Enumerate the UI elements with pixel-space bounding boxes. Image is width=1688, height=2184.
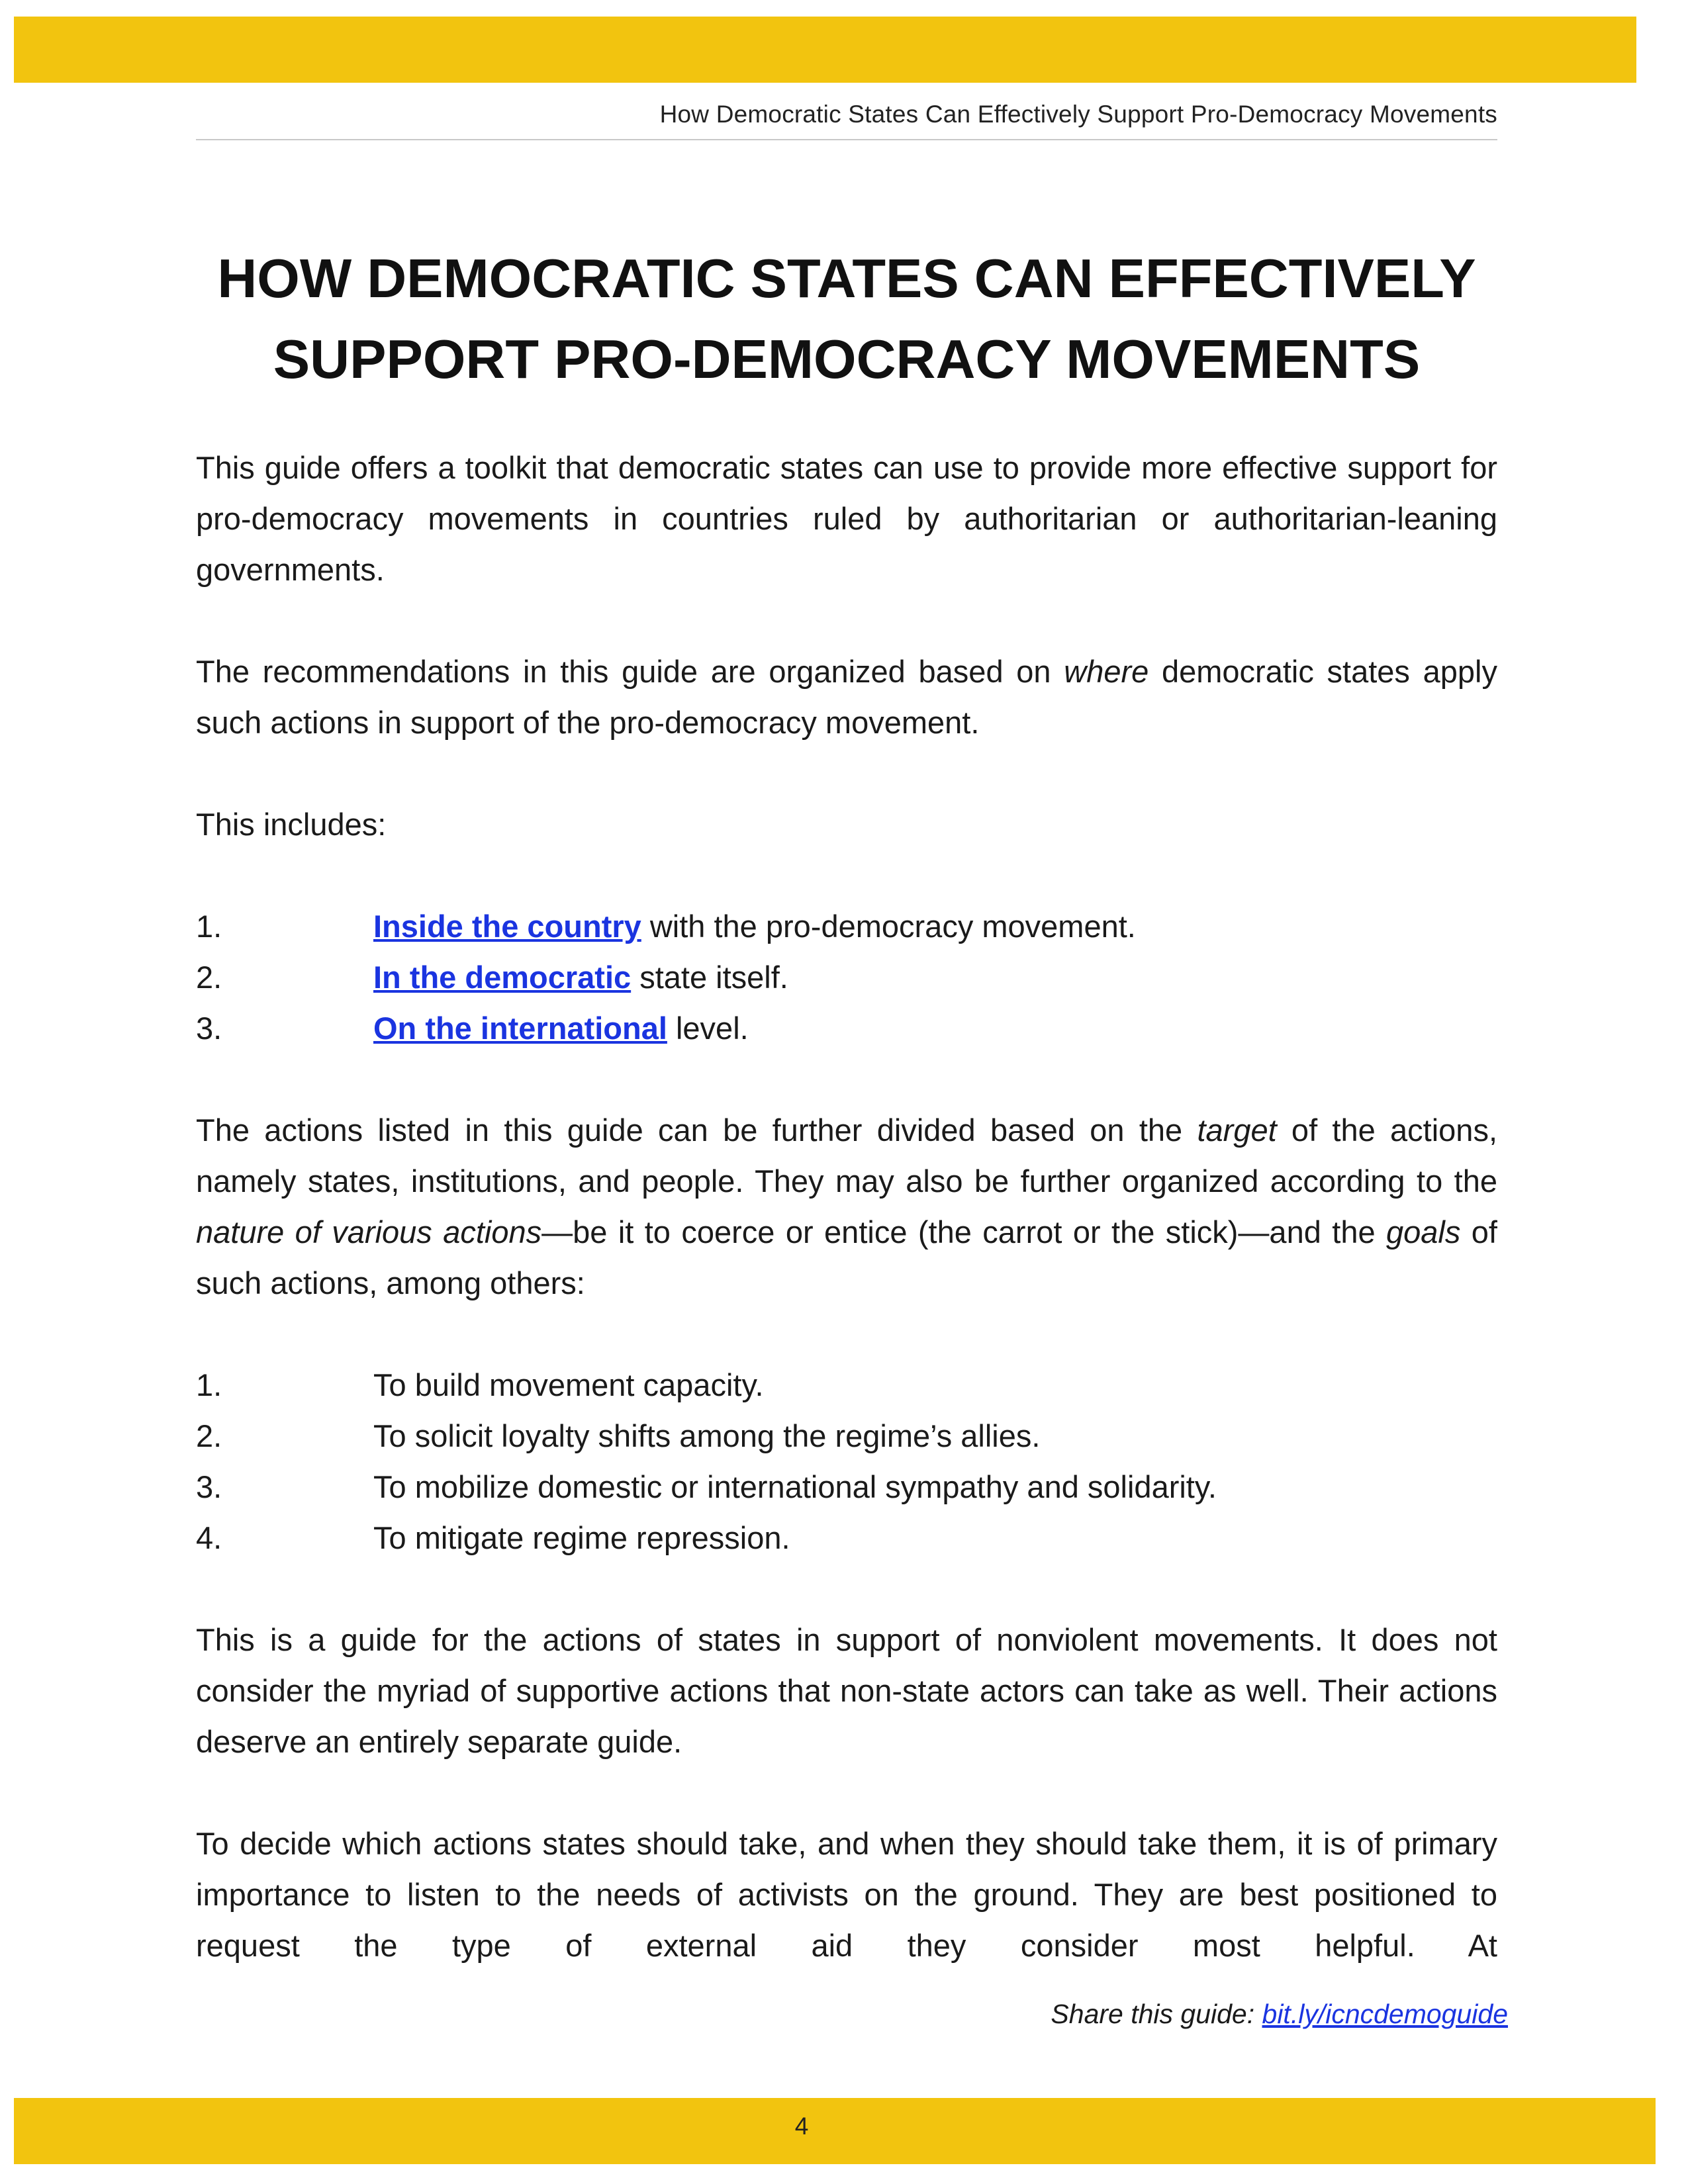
actions-paragraph bbox=[196, 1105, 1497, 1308]
list-number: 3. bbox=[196, 1011, 222, 1046]
decide-paragraph: To decide which actions states should take, and when they should take them, it is of primary importance to listen to the needs of activists on the ground. They are best positioned to request the type of external aid they consider most helpful. At bbox=[196, 1826, 1497, 1963]
actions-emphasis-goals: goals bbox=[1386, 1214, 1461, 1250]
list-item-rest: level. bbox=[667, 1011, 749, 1046]
organized-emphasis: where bbox=[1064, 654, 1149, 689]
actions-text-2: of the actions, namely states, institutions, and people. They may also be further organized according to the bbox=[196, 1113, 1497, 1199]
list-item-text: To mobilize domestic or international sympathy and solidarity. bbox=[373, 1469, 1217, 1504]
paragraph-gap bbox=[196, 1767, 1497, 1818]
actions-text-4: of such actions, among others: bbox=[196, 1214, 1497, 1300]
intro-paragraph: This guide offers a toolkit that democratic states can use to provide more effective support for pro-democracy movements in countries ruled by authoritarian or authoritarian-leaning governments. bbox=[196, 450, 1497, 587]
page-number: 4 bbox=[794, 2113, 809, 2140]
list-item-text bbox=[373, 901, 1497, 952]
link-on-the-international[interactable]: On the international bbox=[373, 1011, 667, 1046]
link-in-the-democratic[interactable]: In the democratic bbox=[373, 960, 632, 995]
goals-list bbox=[196, 1359, 1497, 1563]
header-divider bbox=[196, 139, 1497, 140]
page-title-line-1: HOW DEMOCRATIC STATES CAN EFFECTIVELY bbox=[217, 248, 1476, 309]
scope-paragraph: This is a guide for the actions of states in support of nonviolent movements. It does not consider the myriad of supportive actions that non-state actors can take as well. Their actions deserve an entirely separate guide. bbox=[196, 1622, 1497, 1759]
list-item-rest: with the pro-democracy movement. bbox=[641, 909, 1136, 944]
list-item-text bbox=[373, 1003, 1497, 1054]
list-item-text bbox=[373, 952, 1497, 1003]
running-header: How Democratic States Can Effectively Support Pro-Democracy Movements bbox=[659, 101, 1497, 128]
list-item bbox=[196, 952, 1497, 1003]
includes-label: This includes: bbox=[196, 807, 387, 842]
locations-list bbox=[196, 901, 1497, 1054]
list-item bbox=[196, 1512, 1497, 1563]
actions-text-3: —be it to coerce or entice (the carrot or the stick)—and the bbox=[541, 1214, 1387, 1250]
list-item bbox=[196, 1461, 1497, 1512]
share-label: Share this guide: bbox=[1051, 1999, 1262, 2029]
paragraph-gap bbox=[196, 850, 1497, 901]
list-item-text: To build movement capacity. bbox=[373, 1367, 764, 1402]
top-accent-bar bbox=[14, 17, 1636, 83]
list-item bbox=[196, 1003, 1497, 1054]
share-line bbox=[196, 1999, 1508, 2030]
organized-text-before: The recommendations in this guide are organized based on bbox=[196, 654, 1064, 689]
link-inside-the-country[interactable]: Inside the country bbox=[373, 909, 641, 944]
paragraph-gap bbox=[196, 748, 1497, 799]
list-number: 2. bbox=[196, 1418, 222, 1453]
document-body bbox=[196, 442, 1497, 1971]
list-item bbox=[196, 901, 1497, 952]
list-number: 1. bbox=[196, 909, 222, 944]
actions-emphasis-target: target bbox=[1197, 1113, 1277, 1148]
paragraph-gap bbox=[196, 1054, 1497, 1105]
list-number: 1. bbox=[196, 1367, 222, 1402]
list-number: 4. bbox=[196, 1520, 222, 1555]
actions-text-1: The actions listed in this guide can be further divided based on the bbox=[196, 1113, 1197, 1148]
list-item-text: To mitigate regime repression. bbox=[373, 1520, 790, 1555]
paragraph-gap bbox=[196, 1308, 1497, 1359]
list-item bbox=[196, 1410, 1497, 1461]
bottom-accent-bar bbox=[14, 2098, 1656, 2164]
list-number: 3. bbox=[196, 1469, 222, 1504]
list-number: 2. bbox=[196, 960, 222, 995]
page-title bbox=[196, 238, 1497, 400]
organized-paragraph bbox=[196, 646, 1497, 748]
list-item-rest: state itself. bbox=[631, 960, 788, 995]
list-item bbox=[196, 1359, 1497, 1410]
list-item-text: To solicit loyalty shifts among the regime’s allies. bbox=[373, 1418, 1041, 1453]
share-link[interactable]: bit.ly/icncdemoguide bbox=[1262, 1999, 1508, 2029]
paragraph-gap bbox=[196, 595, 1497, 646]
page-title-line-2: SUPPORT PRO-DEMOCRACY MOVEMENTS bbox=[273, 328, 1421, 390]
organized-text-after: democratic states apply such actions in support of the pro-democracy movement. bbox=[196, 654, 1497, 740]
actions-emphasis-nature: nature of various actions bbox=[196, 1214, 542, 1250]
paragraph-gap bbox=[196, 1563, 1497, 1614]
